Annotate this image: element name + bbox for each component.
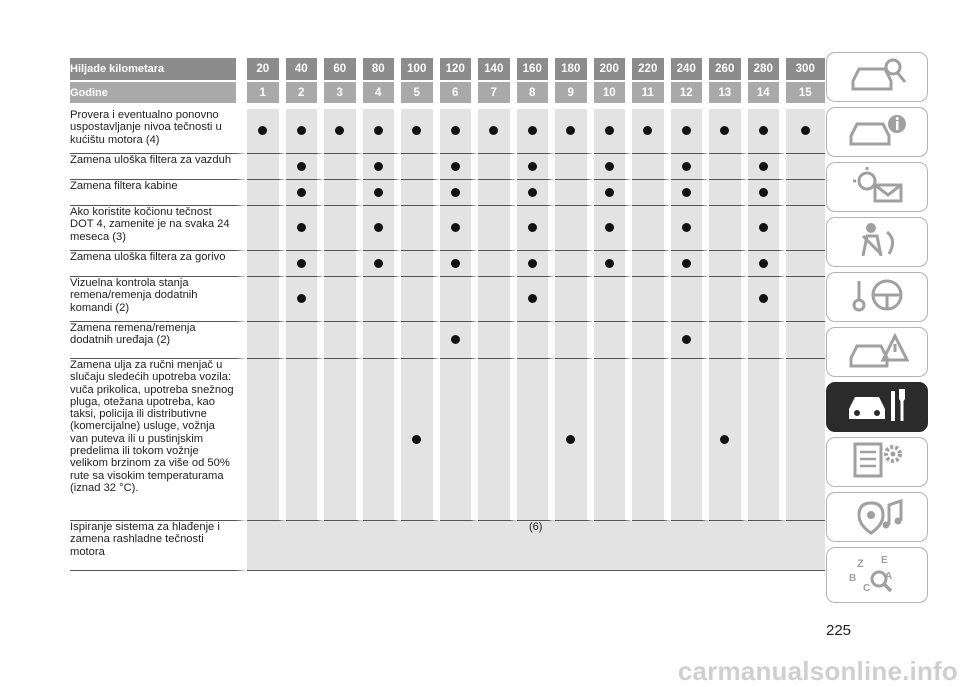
schedule-cell <box>555 154 594 180</box>
header-year-3: 3 <box>324 82 363 109</box>
schedule-cell <box>594 206 633 251</box>
schedule-cell <box>748 277 787 322</box>
schedule-cell <box>709 277 748 322</box>
schedule-cell <box>440 206 479 251</box>
schedule-cell <box>594 322 633 359</box>
schedule-cell <box>555 277 594 322</box>
schedule-cell <box>748 154 787 180</box>
service-dot-icon <box>759 294 768 303</box>
header-year-11: 11 <box>632 82 671 109</box>
schedule-cell <box>517 251 556 277</box>
operation-label: Provera i eventualno ponovno uspostavljanje nivoa tečnosti u kućištu motora (4) <box>70 109 247 154</box>
service-dot-icon <box>374 162 383 171</box>
service-dot-icon <box>374 259 383 268</box>
header-year-9: 9 <box>555 82 594 109</box>
schedule-cell <box>401 322 440 359</box>
service-dot-icon <box>297 294 306 303</box>
schedule-cell <box>671 322 710 359</box>
service-dot-icon <box>682 223 691 232</box>
header-year-8: 8 <box>517 82 556 109</box>
header-km-100: 100 <box>401 58 440 82</box>
schedule-cell <box>286 322 325 359</box>
service-dot-icon <box>682 335 691 344</box>
schedule-cell <box>478 277 517 322</box>
service-dot-icon <box>605 223 614 232</box>
schedule-cell <box>440 277 479 322</box>
schedule-cell <box>671 109 710 154</box>
table-row <box>70 251 825 277</box>
schedule-cell <box>247 154 286 180</box>
schedule-cell <box>709 322 748 359</box>
schedule-cell <box>632 277 671 322</box>
svg-text:C: C <box>863 582 871 593</box>
schedule-cell <box>594 359 633 521</box>
service-dot-icon <box>374 223 383 232</box>
schedule-cell <box>786 322 825 359</box>
header-year-2: 2 <box>286 82 325 109</box>
header-year-10: 10 <box>594 82 633 109</box>
schedule-cell <box>324 322 363 359</box>
service-dot-icon <box>258 126 267 135</box>
schedule-cell <box>594 277 633 322</box>
schedule-cell <box>748 206 787 251</box>
sidebar-tab-6[interactable] <box>826 327 928 377</box>
header-year-13: 13 <box>709 82 748 109</box>
schedule-cell <box>363 359 402 521</box>
service-dot-icon <box>759 259 768 268</box>
schedule-cell <box>363 109 402 154</box>
schedule-cell <box>286 109 325 154</box>
service-dot-icon <box>720 435 729 444</box>
service-dot-icon <box>682 162 691 171</box>
schedule-cell <box>517 322 556 359</box>
schedule-cell <box>709 359 748 521</box>
chapter-sidebar <box>826 52 928 608</box>
header-year-4: 4 <box>363 82 402 109</box>
schedule-cell <box>286 180 325 206</box>
schedule-cell <box>786 251 825 277</box>
schedule-cell <box>247 322 286 359</box>
table-body <box>70 109 825 571</box>
schedule-cell <box>555 180 594 206</box>
schedule-cell <box>632 359 671 521</box>
svg-text:E: E <box>881 554 888 566</box>
header-km-180: 180 <box>555 58 594 82</box>
header-year-7: 7 <box>478 82 517 109</box>
header-km-200: 200 <box>594 58 633 82</box>
schedule-cell <box>440 180 479 206</box>
service-dot-icon <box>682 259 691 268</box>
service-dot-icon <box>451 223 460 232</box>
schedule-cell <box>517 180 556 206</box>
service-dot-icon <box>801 126 810 135</box>
schedule-cell <box>401 180 440 206</box>
schedule-cell <box>286 277 325 322</box>
schedule-cell <box>478 109 517 154</box>
header-km-280: 280 <box>748 58 787 82</box>
service-dot-icon <box>720 126 729 135</box>
schedule-cell <box>401 277 440 322</box>
schedule-cell <box>363 251 402 277</box>
service-dot-icon <box>374 188 383 197</box>
service-dot-icon <box>605 162 614 171</box>
seatbelt-airbag-icon <box>845 220 909 265</box>
table-row <box>70 180 825 206</box>
schedule-cell <box>709 154 748 180</box>
note-cell: (6) <box>247 521 825 571</box>
page-number: 225 <box>826 622 852 639</box>
service-dot-icon <box>451 335 460 344</box>
schedule-cell <box>748 322 787 359</box>
service-dot-icon <box>643 126 652 135</box>
schedule-cell <box>324 359 363 521</box>
car-emergency-icon <box>845 330 909 375</box>
schedule-cell <box>440 359 479 521</box>
schedule-cell <box>440 322 479 359</box>
header-km-40: 40 <box>286 58 325 82</box>
operation-label: Zamena remena/remenja dodatnih uređaja (2) <box>70 322 247 359</box>
service-dot-icon <box>297 162 306 171</box>
specs-gear-icon <box>845 440 909 485</box>
service-dot-icon <box>528 162 537 171</box>
schedule-cell <box>594 180 633 206</box>
service-dot-icon <box>528 259 537 268</box>
schedule-cell <box>517 154 556 180</box>
header-km-220: 220 <box>632 58 671 82</box>
schedule-cell <box>632 206 671 251</box>
header-year-15: 15 <box>786 82 825 109</box>
schedule-cell <box>748 180 787 206</box>
header-km-240: 240 <box>671 58 710 82</box>
service-dot-icon <box>605 188 614 197</box>
maintenance-schedule-table <box>70 58 825 571</box>
schedule-cell <box>748 359 787 521</box>
schedule-cell <box>709 206 748 251</box>
header-year-14: 14 <box>748 82 787 109</box>
schedule-cell <box>324 251 363 277</box>
schedule-cell <box>401 251 440 277</box>
service-dot-icon <box>412 435 421 444</box>
key-steering-wheel-icon <box>845 275 909 320</box>
header-km-260: 260 <box>709 58 748 82</box>
table-row <box>70 359 825 521</box>
schedule-cell <box>786 359 825 521</box>
schedule-cell <box>247 359 286 521</box>
sidebar-tab-7[interactable] <box>826 382 928 432</box>
header-row-years <box>70 82 825 109</box>
schedule-cell <box>363 154 402 180</box>
operation-label: Vizuelna kontrola stanja remena/remenja dodatnih komandi (2) <box>70 277 247 322</box>
schedule-cell <box>555 206 594 251</box>
service-dot-icon <box>297 223 306 232</box>
schedule-cell <box>517 277 556 322</box>
table-row <box>70 322 825 359</box>
multimedia-icon <box>845 495 909 540</box>
service-dot-icon <box>489 126 498 135</box>
service-dot-icon <box>759 223 768 232</box>
schedule-cell <box>748 251 787 277</box>
schedule-cell <box>632 251 671 277</box>
header-year-6: 6 <box>440 82 479 109</box>
schedule-cell <box>786 109 825 154</box>
service-dot-icon <box>297 126 306 135</box>
service-dot-icon <box>297 259 306 268</box>
service-dot-icon <box>528 294 537 303</box>
schedule-cell <box>363 180 402 206</box>
service-dot-icon <box>528 223 537 232</box>
schedule-cell <box>324 277 363 322</box>
schedule-cell <box>709 109 748 154</box>
operation-label: Zamena uloška filtera za gorivo <box>70 251 247 277</box>
schedule-cell <box>786 206 825 251</box>
schedule-cell <box>632 154 671 180</box>
table-row <box>70 277 825 322</box>
header-km-60: 60 <box>324 58 363 82</box>
schedule-cell <box>671 206 710 251</box>
schedule-cell <box>247 180 286 206</box>
service-dot-icon <box>297 188 306 197</box>
service-dot-icon <box>451 162 460 171</box>
schedule-cell <box>478 206 517 251</box>
schedule-cell <box>709 180 748 206</box>
alphabetical-index-icon <box>845 553 909 598</box>
header-km-80: 80 <box>363 58 402 82</box>
svg-text:A: A <box>885 570 893 582</box>
schedule-cell <box>324 180 363 206</box>
header-km-160: 160 <box>517 58 556 82</box>
table-row <box>70 154 825 180</box>
table-row <box>70 206 825 251</box>
sidebar-tab-9[interactable] <box>826 492 928 542</box>
car-key-icon <box>845 55 909 100</box>
schedule-cell <box>478 251 517 277</box>
service-dot-icon <box>682 126 691 135</box>
warning-light-message-icon <box>845 165 909 210</box>
schedule-cell <box>324 206 363 251</box>
schedule-cell <box>478 180 517 206</box>
schedule-cell <box>247 251 286 277</box>
schedule-cell <box>517 109 556 154</box>
schedule-cell <box>671 251 710 277</box>
schedule-cell <box>363 322 402 359</box>
schedule-cell <box>401 154 440 180</box>
service-dot-icon <box>566 126 575 135</box>
schedule-cell <box>401 109 440 154</box>
service-dot-icon <box>605 259 614 268</box>
table-row <box>70 521 825 571</box>
schedule-cell <box>555 359 594 521</box>
schedule-cell <box>363 206 402 251</box>
schedule-cell <box>555 109 594 154</box>
schedule-cell <box>286 359 325 521</box>
schedule-cell <box>671 359 710 521</box>
schedule-cell <box>324 154 363 180</box>
operation-label: Zamena ulja za ručni menjač u slučaju sledećih upotreba vozila: vuča prikolica, upotreba snežnog pluga, otežana upotreba, kao taksi, policija ili distributivne (komercijalne) usluge, vožnja van puteva ili u pustinjskim predelima ili tokom vožnje velikom brzinom za više od 50% rute sa visokim temperaturama (iznad 32 °C). <box>70 359 247 521</box>
service-dot-icon <box>605 126 614 135</box>
service-dot-icon <box>412 126 421 135</box>
schedule-cell <box>247 206 286 251</box>
service-dot-icon <box>528 188 537 197</box>
car-wrench-icon <box>845 385 909 430</box>
header-km-300: 300 <box>786 58 825 82</box>
schedule-cell <box>786 180 825 206</box>
header-years-label: Godine <box>70 82 247 109</box>
schedule-cell <box>478 154 517 180</box>
schedule-cell <box>247 277 286 322</box>
schedule-cell <box>247 109 286 154</box>
watermark: carmanualsonline.info <box>677 656 958 686</box>
schedule-cell <box>632 180 671 206</box>
schedule-cell <box>555 251 594 277</box>
operation-label: Zamena filtera kabine <box>70 180 247 206</box>
schedule-cell <box>786 277 825 322</box>
schedule-cell <box>594 251 633 277</box>
car-info-icon <box>845 110 909 155</box>
schedule-cell <box>478 322 517 359</box>
service-dot-icon <box>335 126 344 135</box>
schedule-cell <box>748 109 787 154</box>
schedule-cell <box>671 180 710 206</box>
service-dot-icon <box>451 188 460 197</box>
schedule-cell <box>671 154 710 180</box>
service-dot-icon <box>566 435 575 444</box>
schedule-cell <box>517 206 556 251</box>
operation-label: Ispiranje sistema za hlađenje i zamena rashladne tečnosti motora <box>70 521 247 571</box>
sidebar-tab-2[interactable] <box>826 107 928 157</box>
schedule-cell <box>555 322 594 359</box>
schedule-cell <box>632 109 671 154</box>
schedule-cell <box>440 154 479 180</box>
svg-text:B: B <box>849 572 857 584</box>
schedule-cell <box>286 154 325 180</box>
service-dot-icon <box>528 126 537 135</box>
header-km-120: 120 <box>440 58 479 82</box>
header-km-140: 140 <box>478 58 517 82</box>
header-year-5: 5 <box>401 82 440 109</box>
service-dot-icon <box>759 162 768 171</box>
header-km-label: Hiljade kilometara <box>70 58 247 82</box>
schedule-cell <box>671 277 710 322</box>
schedule-cell <box>517 359 556 521</box>
schedule-cell <box>286 251 325 277</box>
service-dot-icon <box>759 188 768 197</box>
schedule-cell <box>401 359 440 521</box>
schedule-cell <box>286 206 325 251</box>
schedule-cell <box>786 154 825 180</box>
header-year-12: 12 <box>671 82 710 109</box>
service-dot-icon <box>451 259 460 268</box>
sidebar-tab-5[interactable] <box>826 272 928 322</box>
header-row-km <box>70 58 825 82</box>
schedule-cell <box>401 206 440 251</box>
schedule-cell <box>594 109 633 154</box>
operation-label: Ako koristite kočionu tečnost DOT 4, zamenite je na svaka 24 meseca (3) <box>70 206 247 251</box>
sidebar-tab-10[interactable] <box>826 547 928 603</box>
schedule-cell <box>478 359 517 521</box>
service-dot-icon <box>374 126 383 135</box>
schedule-cell <box>632 322 671 359</box>
schedule-cell <box>594 154 633 180</box>
operation-label: Zamena uloška filtera za vazduh <box>70 154 247 180</box>
sidebar-tab-3[interactable] <box>826 162 928 212</box>
header-km-20: 20 <box>247 58 286 82</box>
table-row <box>70 109 825 154</box>
schedule-cell <box>440 109 479 154</box>
schedule-cell <box>440 251 479 277</box>
schedule-cell <box>709 251 748 277</box>
sidebar-tab-1[interactable] <box>826 52 928 102</box>
schedule-cell <box>363 277 402 322</box>
svg-text:Z: Z <box>857 557 864 570</box>
service-dot-icon <box>759 126 768 135</box>
service-dot-icon <box>451 126 460 135</box>
service-dot-icon <box>682 188 691 197</box>
schedule-cell <box>324 109 363 154</box>
sidebar-tab-8[interactable] <box>826 437 928 487</box>
header-year-1: 1 <box>247 82 286 109</box>
sidebar-tab-4[interactable] <box>826 217 928 267</box>
